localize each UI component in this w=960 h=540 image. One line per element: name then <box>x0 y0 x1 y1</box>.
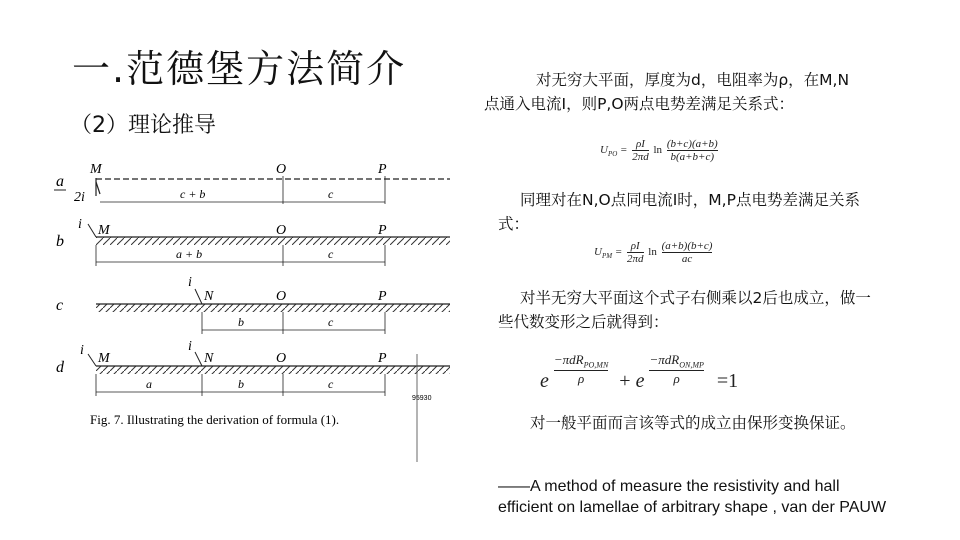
formula-u-po-den: 2πd <box>632 151 649 163</box>
current-i-d2: i <box>188 339 192 354</box>
formula-u-po: $U_{PO}$ = $\frac{\rho I}{2\pi d}$ ln $\frac{(b+c)(a+b)}{b(a+b+c)}$ <box>600 138 718 163</box>
figure-code: 95930 <box>412 395 432 402</box>
vanderpauw-derivation-figure <box>40 154 460 464</box>
current-i-d1: i <box>80 343 84 358</box>
dim-c-a: c <box>328 187 334 201</box>
row-label-d: d <box>56 359 64 376</box>
point-P-a: P <box>378 162 387 177</box>
dim-c-plus-b: c + b <box>180 187 206 201</box>
figure-caption: Fig. 7. Illustrating the derivation of formula (1). <box>90 412 340 427</box>
point-M-d: M <box>98 351 110 366</box>
paragraph-conformal: 对一般平面而言该等式的成立由保形变换保证。 <box>530 414 856 432</box>
formula-u-po-num: ρI <box>632 138 649 151</box>
dim-c-b: c <box>328 247 334 261</box>
point-P-c: P <box>378 289 387 304</box>
formula-vdp-exp1-sub: PO,MN <box>583 360 609 370</box>
formula-u-pm-arg-den: ac <box>681 253 693 265</box>
point-O-a: O <box>276 162 287 177</box>
formula-vdp-exp2-den: ρ <box>673 370 680 386</box>
formula-u-pm-ln: ln <box>648 246 657 259</box>
row-label-a: a <box>56 173 64 190</box>
formula-vdp-exp1-den: ρ <box>577 370 585 386</box>
formula-u-pm-lhs: U <box>594 246 602 259</box>
dim-c-d: c <box>328 377 334 391</box>
formula-vdp-exp2-num: −πdR <box>649 352 680 367</box>
formula-u-po-ln: ln <box>653 144 663 157</box>
row-label-b: b <box>56 233 64 250</box>
page-title: 一.范德堡方法简介 <box>72 47 407 91</box>
dim-c-c: c <box>328 315 334 329</box>
formula-vdp-plus: + <box>619 370 631 392</box>
formula-u-pm-arg-num: (a+b)(b+c) <box>661 240 713 252</box>
current-2i: 2i <box>74 190 85 205</box>
point-P-b: P <box>378 223 387 238</box>
paragraph-infinite-plane: 对无穷大平面，厚度为d，电阻率为ρ，在M,N点通入电流I，则P,O两点电势差满足关系式： <box>484 71 850 113</box>
point-M-b: M <box>98 223 110 238</box>
formula-u-po-arg-num: (b+c)(a+b) <box>666 138 718 150</box>
point-N-d: N <box>204 351 214 366</box>
formula-u-pm-num: ρI <box>627 240 644 253</box>
formula-vdp-rhs: =1 <box>716 370 739 392</box>
current-i-b: i <box>78 217 82 232</box>
formula-vdp-exp2-sub: ON,MP <box>679 360 704 370</box>
dim-a-d: a <box>146 377 152 391</box>
formula-van-der-pauw <box>540 352 738 393</box>
formula-u-pm-sub: PM <box>601 252 613 261</box>
point-P-d: P <box>378 351 387 366</box>
formula-vdp-exp1-num: −πdR <box>553 352 584 367</box>
point-O-d: O <box>276 351 287 366</box>
dim-a-plus-b: a + b <box>176 247 203 261</box>
point-M-a: M <box>90 162 102 177</box>
formula-vdp-e2: e <box>635 370 645 392</box>
paragraph-half-plane: 对半无穷大平面这个式子右侧乘以2后也成立，做一些代数变形之后就得到： <box>498 289 871 331</box>
citation: ——A method of measure the resistivity and hall efficient on lamellae of arbitrary shape , van der PAUW <box>498 478 887 516</box>
current-i-c: i <box>188 275 192 290</box>
formula-u-po-lhs: U <box>600 144 608 157</box>
dim-b-d: b <box>238 377 244 391</box>
formula-u-po-sub: PO <box>607 150 618 159</box>
point-O-b: O <box>276 223 287 238</box>
row-label-c: c <box>56 297 64 314</box>
formula-u-pm: $U_{PM}$ = $\frac{\rho I}{2\pi d}$ ln $\frac{(a+b)(b+c)}{ac}$ <box>594 240 713 265</box>
section-subtitle: （2）理论推导 <box>70 113 216 138</box>
point-O-c: O <box>276 289 287 304</box>
dim-b-c: b <box>238 315 244 329</box>
point-N-c: N <box>204 289 214 304</box>
formula-u-po-arg-den: b(a+b+c) <box>670 151 715 163</box>
paragraph-no-current: 同理对在N,O点同电流I时，M,P点电势差满足关系式： <box>498 191 860 233</box>
formula-vdp-e1: e <box>540 370 549 392</box>
formula-u-pm-den: 2πd <box>627 253 644 265</box>
